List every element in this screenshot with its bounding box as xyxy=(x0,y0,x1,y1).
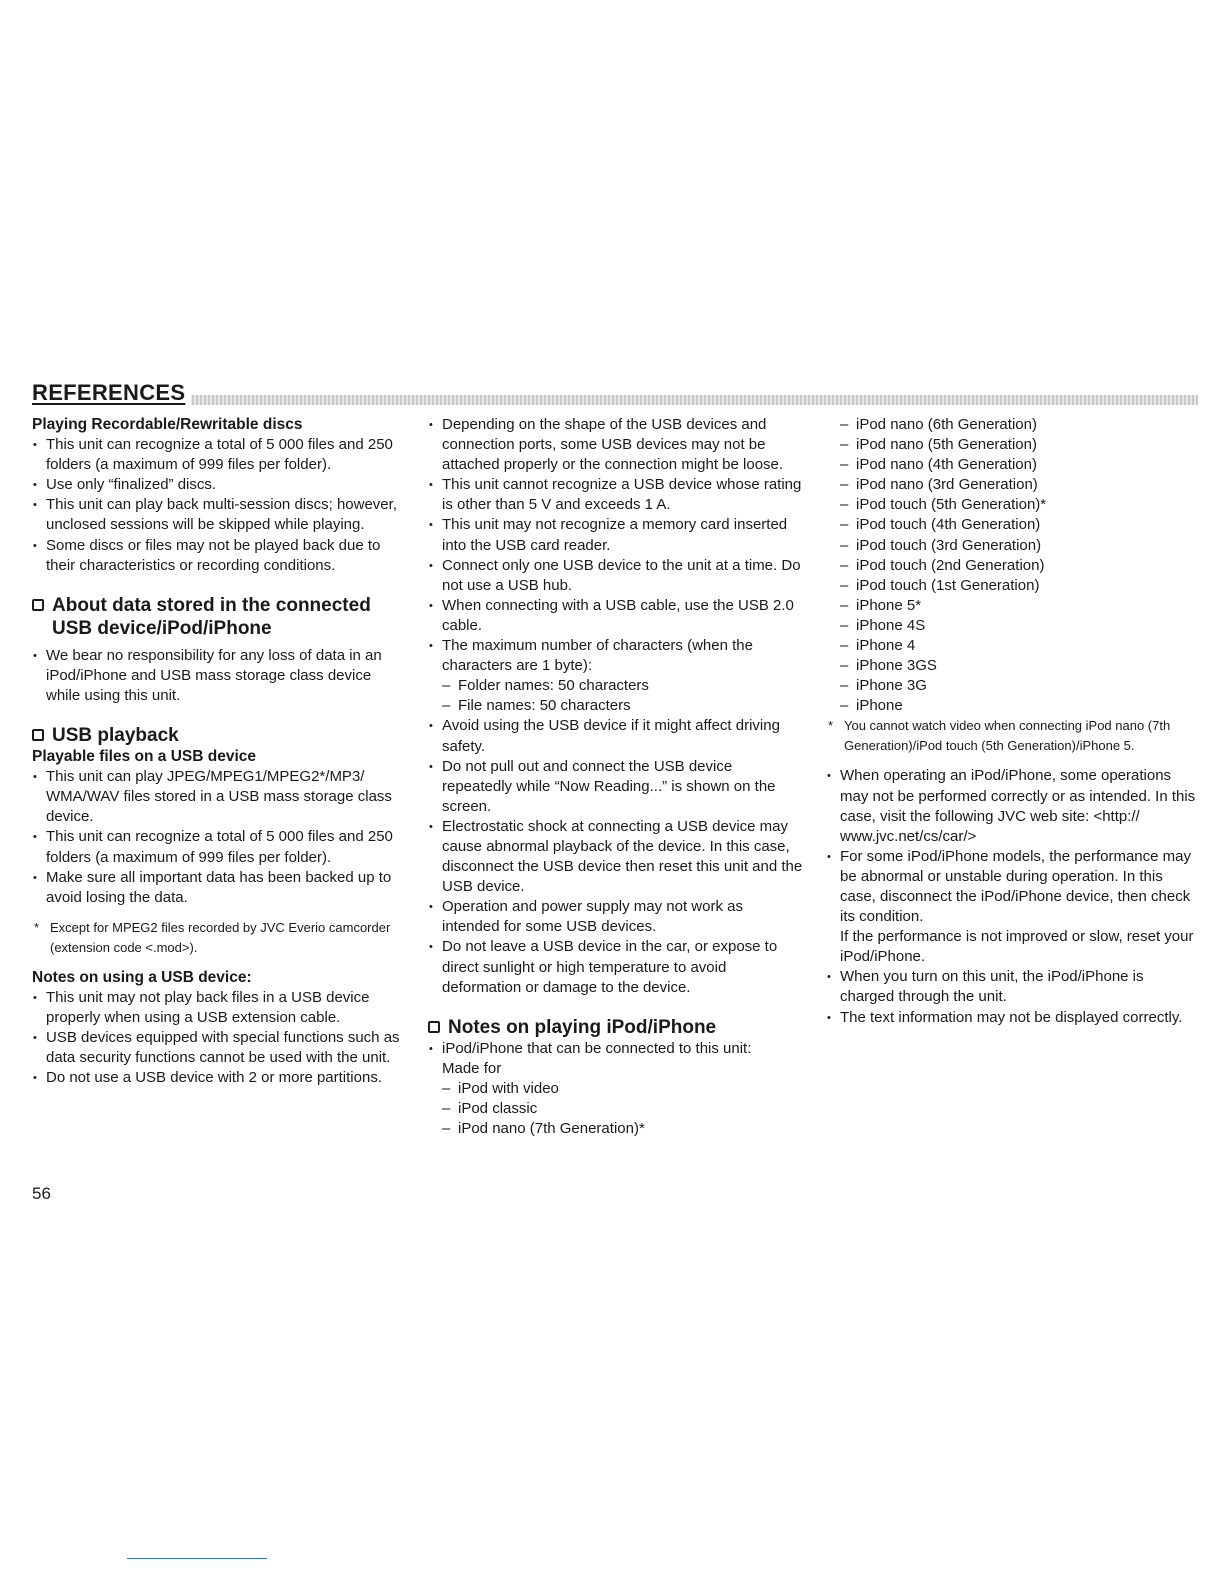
page-number: 56 xyxy=(32,1184,51,1203)
list-item xyxy=(428,1039,803,1139)
footnote-star: * xyxy=(34,919,40,935)
list-item: • Electrostatic shock at connecting a USB device may cause abnormal playback of the device. In this case, disconnect the USB device then reset this unit and the USB device. xyxy=(428,817,803,897)
list-item: • Operation and power supply may not work as intended for some USB devices. xyxy=(428,897,803,937)
list-item xyxy=(826,847,1198,968)
list-item: • This unit may not recognize a memory card inserted into the USB card reader. xyxy=(428,515,803,555)
usb-notes-list xyxy=(428,415,803,998)
list-item: • This unit can play back multi-session discs; however, unclosed sessions will be skipped while playing. xyxy=(32,495,407,535)
list-item-text: For some iPod/iPhone models, the performance may be abnormal or unstable during operation. In this case, disconnect the iPod/iPhone device, then check its condition. xyxy=(840,847,1191,926)
list-item: • Use only “finalized” discs. xyxy=(32,475,407,495)
list-item: • This unit can recognize a total of 5 000 files and 250 folders (a maximum of 999 files per folder). xyxy=(32,827,407,867)
list-item-text: The maximum number of characters (when the characters are 1 byte): xyxy=(442,637,753,675)
notes-usb-list xyxy=(32,988,407,1088)
heading-playable-files: Playable files on a USB device xyxy=(32,748,256,766)
footer-line xyxy=(127,1558,267,1559)
section-header xyxy=(32,380,1198,408)
list-item: • Avoid using the USB device if it might affect driving safety. xyxy=(428,716,803,756)
list-item: – iPhone 4 xyxy=(840,636,1198,656)
list-item-continuation: If the performance is not improved or slow, reset your iPod/iPhone. xyxy=(840,928,1194,966)
list-item: • The text information may not be displayed correctly. xyxy=(826,1008,1198,1028)
column-left xyxy=(32,415,407,1088)
list-item: • Make sure all important data has been backed up to avoid losing the data. xyxy=(32,868,407,908)
list-item: • We bear no responsibility for any loss of data in an iPod/iPhone and USB mass storage class device while using this unit. xyxy=(32,646,407,706)
list-item: – iPhone 3G xyxy=(840,676,1198,696)
list-item: • Connect only one USB device to the unit at a time. Do not use a USB hub. xyxy=(428,556,803,596)
character-limits-list xyxy=(442,676,803,716)
list-item: – iPod nano (5th Generation) xyxy=(840,435,1198,455)
footnote-video xyxy=(826,716,1198,756)
footnote-text: You cannot watch video when connecting iPod nano (7th Generation)/iPod touch (5th Generation)/iPhone 5. xyxy=(844,718,1171,754)
list-item: – iPod touch (4th Generation) xyxy=(840,515,1198,535)
heading-about-data xyxy=(32,594,407,640)
heading-recordable-discs: Playing Recordable/Rewritable discs xyxy=(32,416,303,433)
list-item: • When operating an iPod/iPhone, some operations may not be performed correctly or as intended. In this case, visit the following JVC web site: <http:// www.jvc.net/cs/car/> xyxy=(826,766,1198,846)
footnote-mpeg2 xyxy=(32,918,407,958)
list-item: • This unit can play JPEG/MPEG1/MPEG2*/MP3/ WMA/WAV files stored in a USB mass storage class device. xyxy=(32,767,407,827)
ipod-notes-list xyxy=(826,766,1198,1027)
list-item: – iPod touch (3rd Generation) xyxy=(840,536,1198,556)
list-item: – iPod touch (1st Generation) xyxy=(840,576,1198,596)
list-item: – iPod with video xyxy=(442,1079,803,1099)
checkbox-square-icon xyxy=(428,1021,440,1033)
list-item: – iPod nano (3rd Generation) xyxy=(840,475,1198,495)
heading-notes-ipod-text: Notes on playing iPod/iPhone xyxy=(448,1016,717,1038)
playable-files-list xyxy=(32,767,407,908)
checkbox-square-icon xyxy=(32,729,44,741)
footnote-text: Except for MPEG2 files recorded by JVC Everio camcorder (extension code <.mod>). xyxy=(50,919,391,955)
header-rule xyxy=(32,395,1198,405)
list-item: • Depending on the shape of the USB devices and connection ports, some USB devices may not be attached properly or the connection might be loose. xyxy=(428,415,803,475)
about-data-list xyxy=(32,646,407,706)
list-item: • This unit may not play back files in a USB device properly when using a USB extension cable. xyxy=(32,988,407,1028)
list-item: – iPhone 4S xyxy=(840,616,1198,636)
list-item: • When you turn on this unit, the iPod/iPhone is charged through the unit. xyxy=(826,967,1198,1007)
made-for-label: Made for xyxy=(442,1059,502,1077)
list-item: – iPod touch (2nd Generation) xyxy=(840,556,1198,576)
heading-about-data-text: About data stored in the connected USB device/iPod/iPhone xyxy=(52,594,371,639)
ipod-models-list-continued xyxy=(840,415,1198,716)
list-item: – iPod nano (6th Generation) xyxy=(840,415,1198,435)
list-item xyxy=(428,636,803,716)
list-item: – File names: 50 characters xyxy=(442,696,803,716)
list-item: – iPod nano (4th Generation) xyxy=(840,455,1198,475)
list-item: • When connecting with a USB cable, use the USB 2.0 cable. xyxy=(428,596,803,636)
ipod-list xyxy=(428,1039,803,1139)
list-item: – Folder names: 50 characters xyxy=(442,676,803,696)
heading-usb-playback xyxy=(32,724,407,747)
list-item: – iPhone 3GS xyxy=(840,656,1198,676)
list-item: – iPod touch (5th Generation)* xyxy=(840,495,1198,515)
column-middle xyxy=(428,415,803,1139)
footnote-star: * xyxy=(828,718,834,734)
list-item: • Do not leave a USB device in the car, or expose to direct sunlight or high temperature to avoid deformation or damage to the device. xyxy=(428,937,803,997)
list-item: – iPhone xyxy=(840,696,1198,716)
list-item: • This unit cannot recognize a USB device whose rating is other than 5 V and exceeds 1 A. xyxy=(428,475,803,515)
list-item-text: iPod/iPhone that can be connected to this unit: xyxy=(442,1039,752,1057)
heading-usb-playback-text: USB playback xyxy=(52,725,179,747)
ipod-models-list xyxy=(442,1079,803,1139)
list-item: • USB devices equipped with special functions such as data security functions cannot be used with the unit. xyxy=(32,1028,407,1068)
list-item: • Do not use a USB device with 2 or more partitions. xyxy=(32,1068,407,1088)
list-item: – iPod nano (7th Generation)* xyxy=(442,1119,803,1139)
page-title: REFERENCES xyxy=(32,380,191,406)
heading-notes-ipod xyxy=(428,1016,803,1039)
checkbox-square-icon xyxy=(32,599,44,611)
list-item: – iPod classic xyxy=(442,1099,803,1119)
heading-notes-usb: Notes on using a USB device: xyxy=(32,968,252,986)
list-item: • This unit can recognize a total of 5 000 files and 250 folders (a maximum of 999 files per folder). xyxy=(32,435,407,475)
list-item: • Do not pull out and connect the USB device repeatedly while “Now Reading...” is shown on the screen. xyxy=(428,757,803,817)
column-right xyxy=(826,415,1198,1028)
list-item: • Some discs or files may not be played back due to their characteristics or recording conditions. xyxy=(32,536,407,576)
recordable-discs-list xyxy=(32,435,407,576)
list-item: – iPhone 5* xyxy=(840,596,1198,616)
